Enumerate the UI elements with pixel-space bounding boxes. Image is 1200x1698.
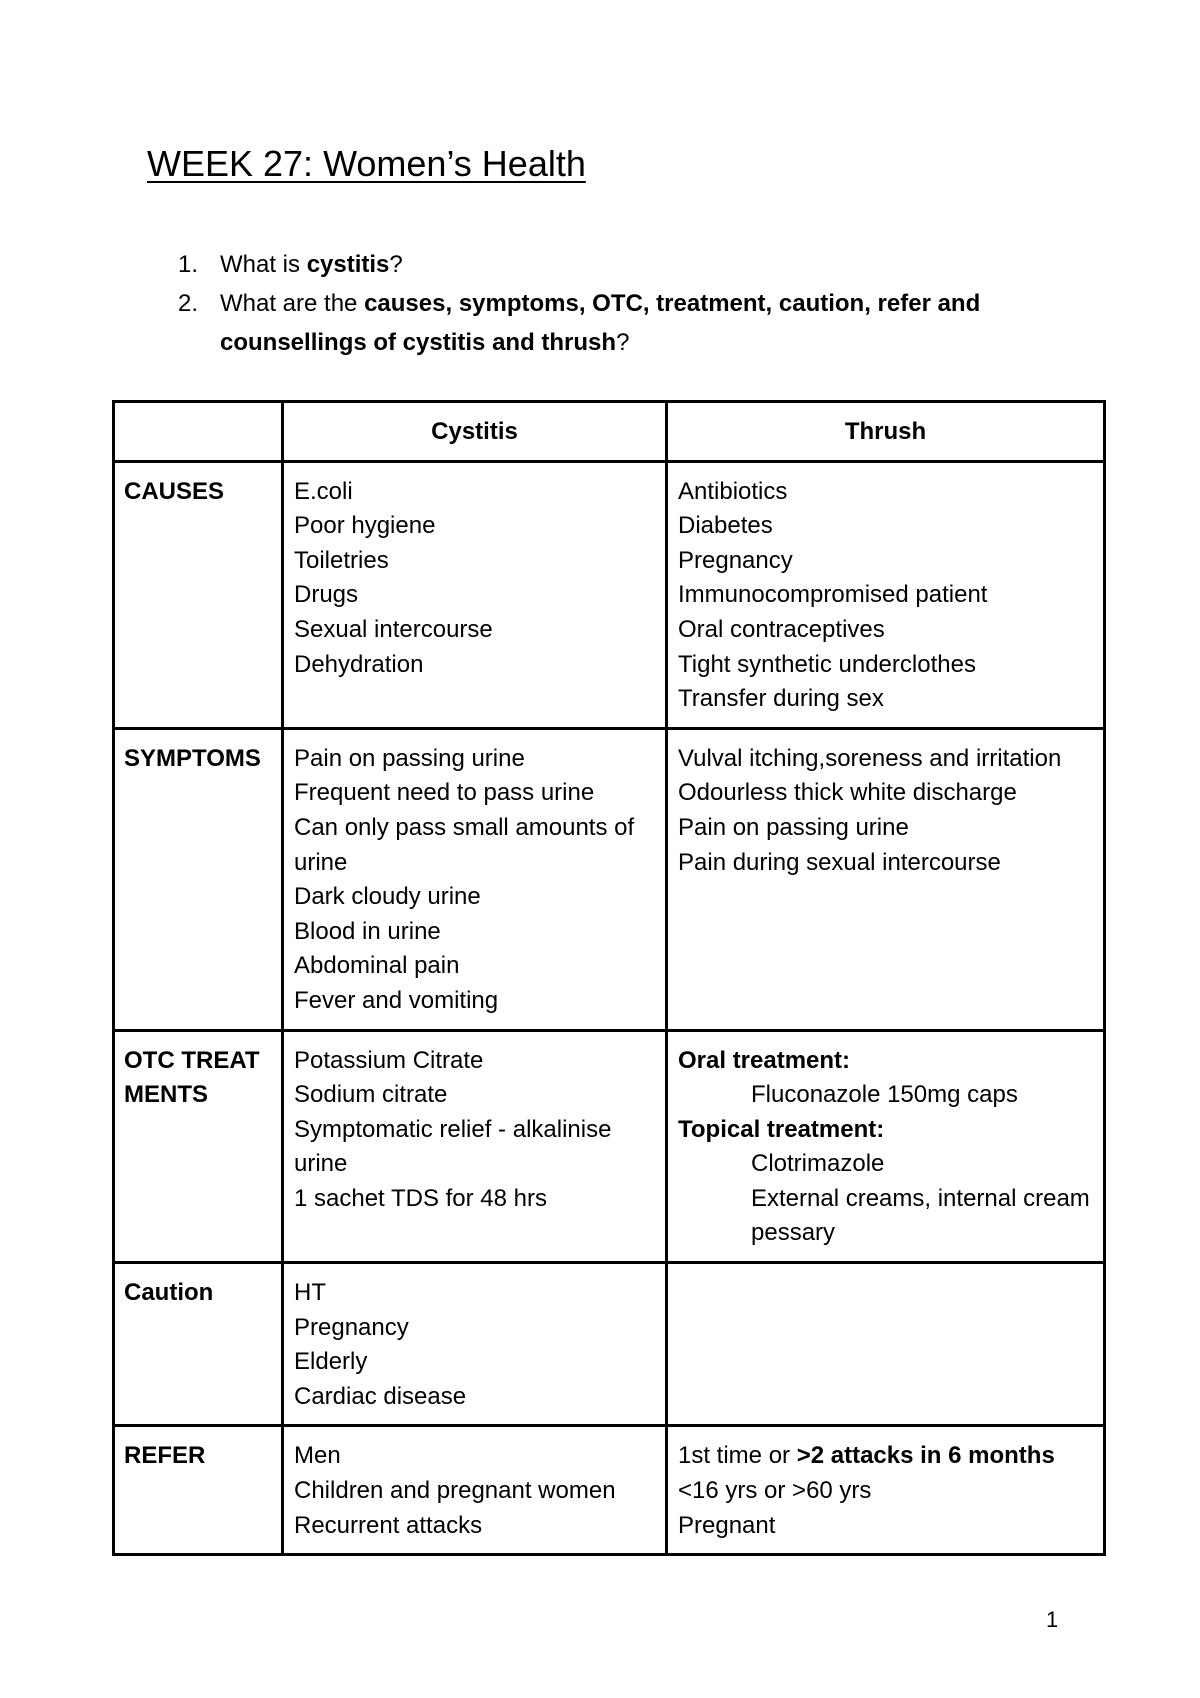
list-item: Dehydration [294,650,424,678]
list-item: Pregnancy [294,1313,409,1341]
list-item: Pregnancy [678,546,793,574]
question-number: 2. [178,290,199,317]
list-item: Children and pregnant women [294,1477,616,1505]
column-header-cystitis: Cystitis [283,402,667,462]
list-item: Odourless thick white discharge [678,779,1017,807]
list-item: Abdominal pain [294,952,460,980]
list-item: Poor hygiene [294,512,436,540]
list-item: Recurrent attacks [294,1511,483,1539]
refer-thrush-first-line [678,1439,1093,1474]
question-text: ? [389,251,403,278]
cell-caution-cystitis [283,1263,667,1426]
question-list [178,245,1058,362]
list-item: Tight synthetic underclothes [678,650,976,678]
list-item: Pain on passing urine [294,744,525,772]
question-keyword: cystitis [306,251,390,278]
row-label-caution: Caution [114,1263,283,1426]
topical-treatment-heading: Topical treatment: [678,1115,885,1143]
list-item: Diabetes [678,512,773,540]
list-item: Sodium citrate [294,1081,448,1109]
refer-thrush-list [678,1474,1093,1543]
list-item: Sexual intercourse [294,615,493,643]
cell-refer-cystitis [283,1426,667,1555]
list-item: <16 yrs or >60 yrs [678,1477,872,1505]
row-label-otc-treatments: OTC TREATMENTS [114,1030,283,1263]
list-item: Frequent need to pass urine [294,779,595,807]
cell-refer-thrush [667,1426,1105,1555]
question-text: ? [616,329,630,356]
cell-otc-thrush [667,1030,1105,1263]
list-item: Antibiotics [678,477,788,505]
topical-treatment-list [678,1147,1093,1251]
list-item: Pregnant [678,1511,776,1539]
list-item: External creams, internal cream pessary [751,1184,1090,1247]
list-item: 1 sachet TDS for 48 hrs [294,1184,548,1212]
table-row-otc-treatments [114,1030,1105,1263]
list-item: HT [294,1279,326,1307]
cell-symptoms-thrush [667,728,1105,1030]
question-item [178,245,1058,284]
list-item: Drugs [294,581,359,609]
column-header-empty [114,402,283,462]
cell-caution-thrush [667,1263,1105,1426]
refer-thrush-emphasis: >2 attacks in 6 months [796,1442,1055,1470]
list-item: Fluconazole 150mg caps [751,1081,1018,1109]
list-item: Oral contraceptives [678,615,885,643]
list-item: Can only pass small amounts of urine [294,813,635,876]
list-item: Potassium Citrate [294,1046,484,1074]
list-item: Transfer during sex [678,685,884,713]
refer-thrush-prefix: 1st time or [678,1442,797,1470]
cell-causes-thrush [667,461,1105,728]
oral-treatment-list [678,1078,1093,1113]
list-item: Immunocompromised patient [678,581,988,609]
question-keyword: causes, symptoms, OTC, treatment, caution, refer and counsellings of cystitis and thrush [220,290,981,356]
cell-symptoms-cystitis [283,728,667,1030]
list-item: Pain during sexual intercourse [678,848,1001,876]
comparison-table [112,400,1106,1556]
question-text: What are the [220,290,365,317]
table-row-symptoms [114,728,1105,1030]
question-number: 1. [178,251,199,278]
list-item: Clotrimazole [751,1150,885,1178]
list-item: Toiletries [294,546,389,574]
row-label-causes: CAUSES [114,461,283,728]
table-row-refer [114,1426,1105,1555]
row-label-refer: REFER [114,1426,283,1555]
list-item: Blood in urine [294,917,441,945]
list-item: Pain on passing urine [678,813,909,841]
cell-causes-cystitis [283,461,667,728]
cell-otc-cystitis [283,1030,667,1263]
oral-treatment-heading: Oral treatment: [678,1046,851,1074]
table-row-causes [114,461,1105,728]
question-text: What is [220,251,307,278]
list-item: E.coli [294,477,353,505]
question-item [178,284,1058,362]
table-row-caution [114,1263,1105,1426]
page-number: 1 [1046,1607,1059,1632]
list-item: Elderly [294,1348,368,1376]
table-header-row [114,402,1105,462]
list-item: Dark cloudy urine [294,883,481,911]
page-title: WEEK 27: Women’s Health [147,143,586,184]
list-item: Fever and vomiting [294,986,499,1014]
row-label-symptoms: SYMPTOMS [114,728,283,1030]
column-header-thrush: Thrush [667,402,1105,462]
list-item: Vulval itching,soreness and irritation [678,744,1062,772]
list-item: Men [294,1442,341,1470]
list-item: Symptomatic relief - alkalinise urine [294,1115,612,1178]
list-item: Cardiac disease [294,1382,467,1410]
